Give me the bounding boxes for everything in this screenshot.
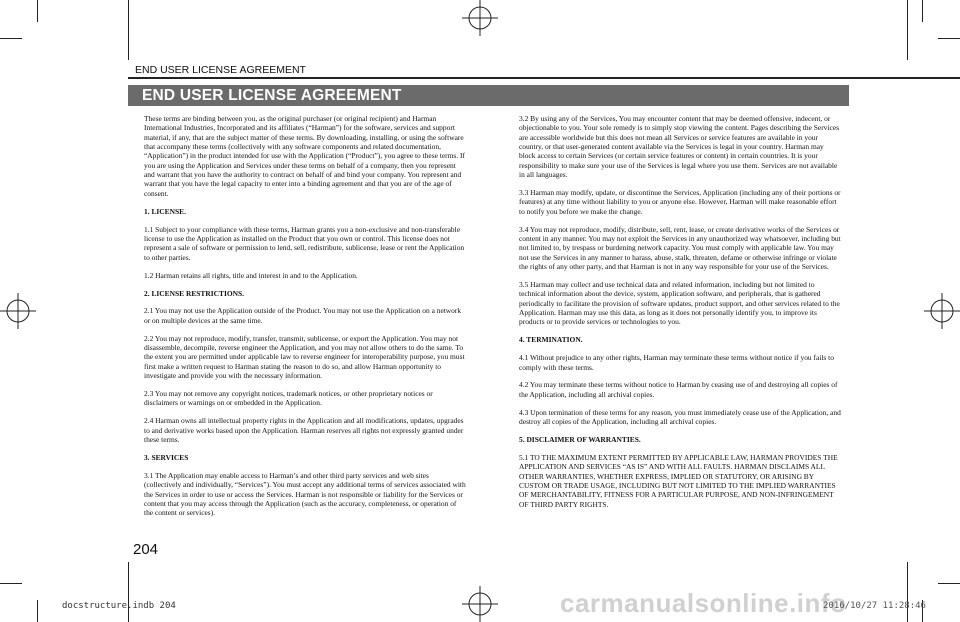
clause-paragraph: 4.3 Upon termination of these terms for any reason, you must immediately cease use of the Application, and destroy all copies of the Application, including all archival copies.	[519, 407, 841, 427]
section-heading: 2. LICENSE RESTRICTIONS.	[144, 288, 245, 298]
clause-paragraph: 2.3 You may not remove any copyright notices, trademark notices, or other proprietary notices or disclaimers or warnings on or embedded in the Application.	[144, 389, 433, 408]
crop-mark	[0, 38, 22, 39]
section-heading: 4. TERMINATION.	[519, 335, 583, 345]
clause-paragraph: 1.1 Subject to your compliance with these terms, Harman grants you a non-exclusive and non-transferable license to use the Application as installed on the Product that you own or control. This license does not represent a sale of software or permission to lend, sell, redistribute, sublicense, lease or rent the Application to other parties.	[144, 224, 465, 262]
registration-mark-icon	[462, 0, 498, 36]
crop-mark	[37, 600, 38, 622]
clause-paragraph: 2.2 You may not reproduce, modify, transfer, transmit, sublicense, or export the Application. You may not disassemble, decompile, reverse engineer the Application, and you may not allow others to do the same. To the extent you are permitted under applicable law to reverse engineer for interoperability purpose, you must first make a written request to Harman stating the reason to do so, and allow Harman opportunity to investigate and provide you with the necessary information.	[144, 333, 465, 381]
running-header: END USER LICENSE AGREEMENT	[135, 64, 306, 76]
crop-mark	[128, 0, 129, 60]
clause-paragraph: 4.2 You may terminate these terms without notice to Harman by ceasing use of and destroying all copies of the Application, including all archival copies.	[519, 380, 838, 399]
footer-date-info: 2016/10/27 11:28:46	[823, 601, 926, 611]
footer-file-info: docstructure.indb 204	[62, 601, 176, 611]
clause-paragraph: 3.4 You may not reproduce, modify, distribute, sell, rent, lease, or create derivative works of the Services or content in any manner. You may not exploit the Services in any unauthorized way whatsoever, including but not limited to, by trespass or burdening network capacity. You must comply with applicable law. You may not use the Services in any manner to harass, abuse, stalk, threaten, defame or otherwise infringe or violate the rights of any other party, and that Harman is not in any way responsible for your use of the Services.	[519, 224, 841, 271]
crop-mark	[938, 583, 960, 584]
clause-paragraph: 2.1 You may not use the Application outside of the Product. You may not use the Application on a network or on multiple devices at the same time.	[144, 306, 462, 325]
clause-paragraph: 3.2 By using any of the Services, You may encounter content that may be deemed offensive, indecent, or objectionable to you. Your sole remedy is to simply stop viewing the content. Pages describing the Services are accessible worldwide but this does not mean all Services or service features are available in your country, or that user-generated content available via the Services is legal in your country. Harman may block access to certain Services (or certain service features or content) in certain countries. It is your responsibility to make sure your use of the Services is legal where you use them. Services are not available in all languages.	[519, 114, 839, 180]
registration-mark-icon	[924, 293, 960, 329]
right-column	[519, 114, 841, 518]
watermark: carmanualsonline.info	[560, 588, 847, 618]
crop-mark	[907, 562, 908, 622]
crop-mark	[128, 562, 129, 622]
page-number: 204	[133, 541, 159, 558]
crop-mark	[0, 583, 22, 584]
clause-paragraph: 5.1 TO THE MAXIMUM EXTENT PERMITTED BY APPLICABLE LAW, HARMAN PROVIDES THE APPLICATION AND SERVICES “AS IS” AND WITH ALL FAULTS. HARMAN DISCLAIMS ALL OTHER WARRANTIES, WHETHER EXPRESS, IMPLIED OR STATUTORY, OR ARISING BY CUSTOM OR TRADE USAGE, INCLUDING BUT NOT LIMITED TO THE IMPLIED WARRANTIES OF MERCHANTABILITY, FITNESS FOR A PARTICULAR PURPOSE, AND NON-INFRINGEMENT OF THIRD PARTY RIGHTS.	[519, 452, 838, 509]
clause-paragraph: 2.4 Harman owns all intellectual property rights in the Application and all modifications, updates, upgrades to and derivative works based upon the Application. Harman reserves all rights not expressly granted under these terms.	[144, 416, 464, 445]
left-column	[144, 114, 466, 526]
clause-paragraph: 3.3 Harman may modify, update, or discontinue the Services, Application (including any of their portions or features) at any time without liability to you or anyone else. However, Harman will make reasonable effort to notify you before we make the change.	[519, 188, 841, 216]
crop-mark	[907, 0, 908, 60]
header-rule	[128, 77, 960, 79]
clause-paragraph: 1.2 Harman retains all rights, title and interest in and to the Application.	[144, 270, 358, 280]
clause-paragraph: 3.5 Harman may collect and use technical data and related information, including but not limited to technical information about the device, system, application software, and peripherals, that is gathered periodically to facilitate the provision of software updates, product support, and other services related to the Application. Harman may use this data, as long as it does not personally identify you, to improve its products or to provide services or technologies to you.	[519, 279, 840, 327]
section-heading: 3. SERVICES	[144, 452, 189, 462]
clause-paragraph: 4.1 Without prejudice to any other rights, Harman may terminate these terms without notice if you fails to comply with these terms.	[519, 353, 834, 372]
crop-mark	[922, 0, 923, 22]
section-banner: END USER LICENSE AGREEMENT	[128, 85, 849, 106]
registration-mark-icon	[462, 586, 498, 622]
section-heading: 1. LICENSE.	[144, 206, 186, 216]
registration-mark-icon	[0, 293, 36, 329]
crop-mark	[938, 38, 960, 39]
section-heading: 5. DISCLAIMER OF WARRANTIES.	[519, 435, 641, 445]
intro-paragraph: These terms are binding between you, as the original purchaser (or original recipient) and Harman International Industries, Incorporated and its affiliates (“Harman”) for the software, services and support material, if any, that are the subject matter of these terms. By downloading, installing, or using the software that accompany these terms (collectively with any software components and related documentation, “Application”) in the product intended for use with the Application (“Product”), you agree to these terms. If you are using the Application and Services under these terms on behalf of a company, then you represent and warrant that you have the authority to contract on behalf of and bind your company. You represent and warrant that you have the legal capacity to enter into a binding agreement and that you are of the age of consent.	[144, 114, 465, 198]
clause-paragraph: 3.1 The Application may enable access to Harman’s and other third party services and web sites (collectively and individually, “Services”). You must accept any additional terms of services associated with the Services in order to use or access the Services. Harman is not responsible or liability for the Services or content that you may access through the Application (such as the accuracy, completeness, or operation of the content or services).	[144, 470, 466, 518]
crop-mark	[37, 0, 38, 22]
